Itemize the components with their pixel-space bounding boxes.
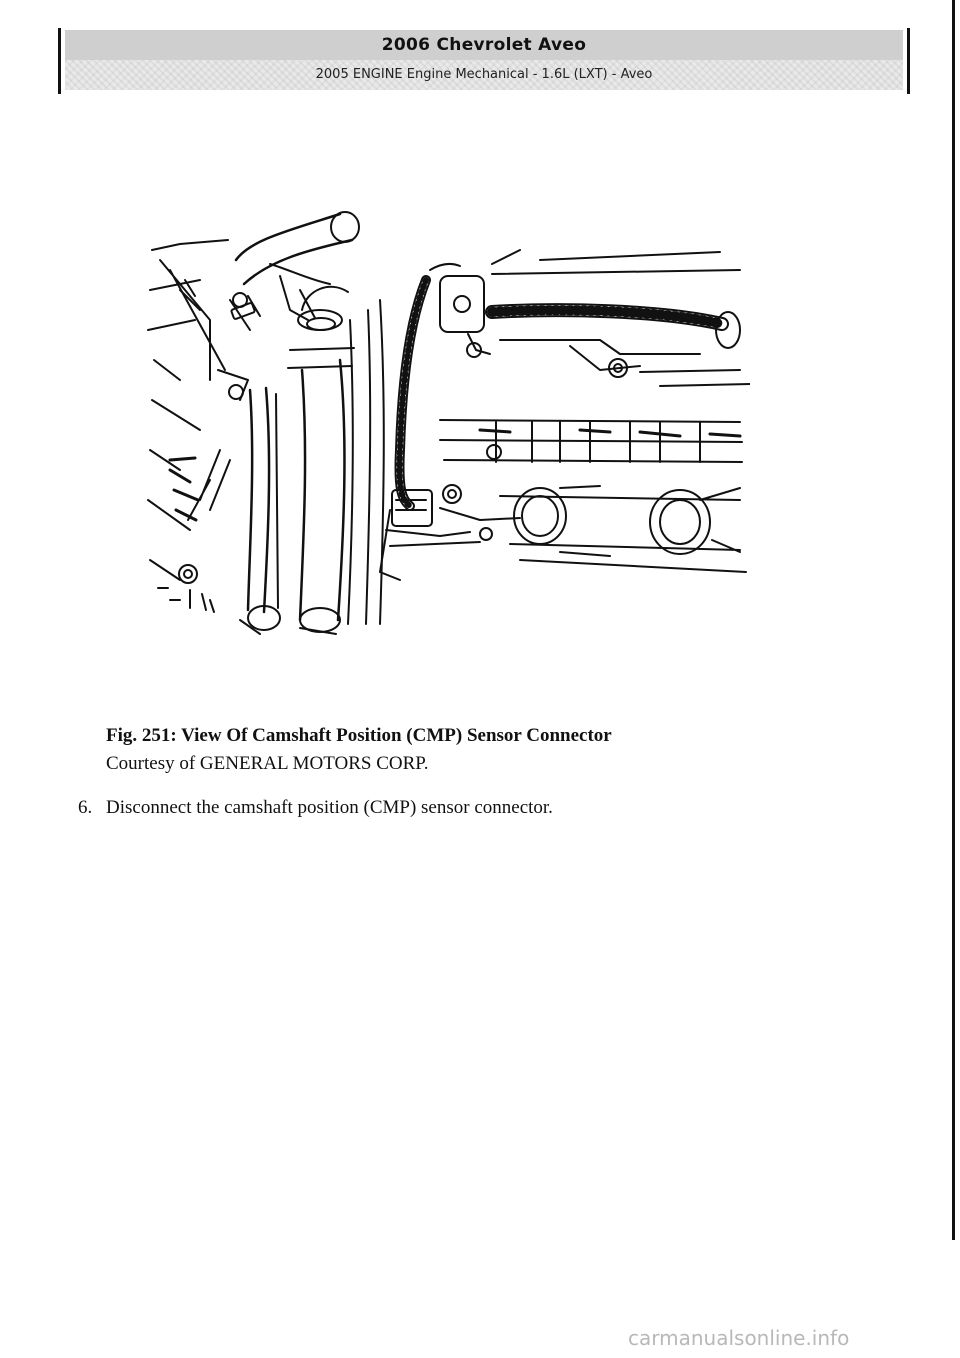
figure-caption xyxy=(106,722,806,778)
section-subtitle: 2005 ENGINE Engine Mechanical - 1.6L (LXT) - Aveo xyxy=(65,60,903,90)
step-number: 6. xyxy=(78,797,93,818)
engine-illustration xyxy=(140,200,750,650)
caption-title: Fig. 251: View Of Camshaft Position (CMP) Sensor Connector xyxy=(106,725,612,746)
caption-credit: Courtesy of GENERAL MOTORS CORP. xyxy=(106,753,429,774)
vehicle-title: 2006 Chevrolet Aveo xyxy=(65,30,903,60)
site-watermark: carmanualsonline.info xyxy=(628,1326,850,1350)
page-border-rule xyxy=(952,0,955,1240)
document-header xyxy=(58,28,910,94)
step-text: Disconnect the camshaft position (CMP) sensor connector. xyxy=(106,797,553,818)
